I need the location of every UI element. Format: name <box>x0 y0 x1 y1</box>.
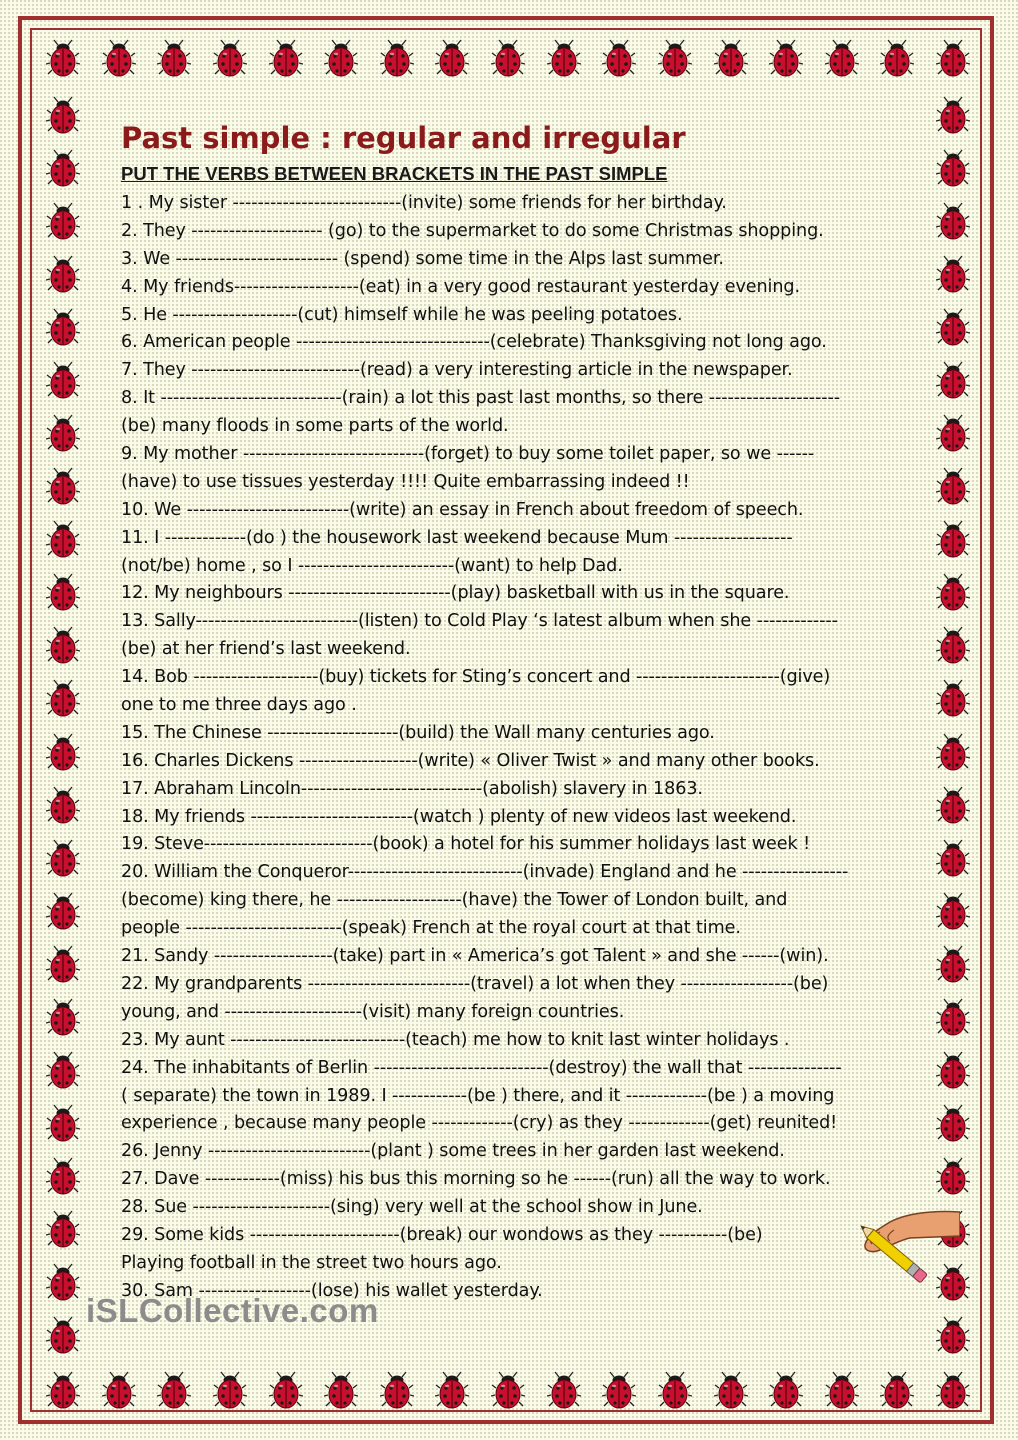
ladybug-icon <box>46 997 80 1037</box>
ladybug-icon <box>936 891 970 931</box>
exercise-line: 12. My neighbours --------------------------(play) basketball with us in the square. <box>121 583 790 604</box>
ladybug-icon <box>46 1209 80 1249</box>
ladybug-icon <box>46 891 80 931</box>
ladybug-icon <box>46 625 80 665</box>
ladybug-icon <box>936 466 970 506</box>
ladybug-icon <box>46 678 80 718</box>
exercise-list <box>121 190 911 1306</box>
ladybug-icon <box>825 1370 859 1410</box>
ladybug-icon <box>46 519 80 559</box>
ladybug-icon <box>547 1370 581 1410</box>
ladybug-icon <box>936 1370 970 1410</box>
exercise-line: (be) at her friend’s last weekend. <box>121 639 411 660</box>
hand-writing-pencil-icon <box>810 1192 960 1302</box>
exercise-line: (have) to use tissues yesterday !!!! Quite embarrassing indeed !! <box>121 471 690 492</box>
exercise-line: 27. Dave ------------(miss) his bus this morning so he ------(run) all the way to work. <box>121 1169 831 1190</box>
exercise-line: 13. Sally--------------------------(listen) to Cold Play ‘s latest album when she ------------- <box>121 611 838 632</box>
instructions-heading: PUT THE VERBS BETWEEN BRACKETS IN THE PAST SIMPLE <box>121 163 668 184</box>
ladybug-icon <box>936 1156 970 1196</box>
exercise-line: 7. They ---------------------------(read) a very interesting article in the newspaper. <box>121 360 793 381</box>
ladybug-icon <box>602 1370 636 1410</box>
ladybug-icon <box>936 95 970 135</box>
ladybug-icon <box>46 785 80 825</box>
exercise-line: 19. Steve---------------------------(book) a hotel for his summer holidays last week ! <box>121 834 811 855</box>
ladybug-icon <box>936 838 970 878</box>
ladybug-icon <box>46 1370 80 1410</box>
ladybug-icon <box>213 38 247 78</box>
exercise-line: 30. Sam ------------------(lose) his wallet yesterday. <box>121 1280 543 1301</box>
ladybug-icon <box>102 38 136 78</box>
ladybug-icon <box>380 1370 414 1410</box>
ladybug-icon <box>936 625 970 665</box>
ladybug-icon <box>936 201 970 241</box>
ladybug-icon <box>157 38 191 78</box>
exercise-line: 3. We -------------------------- (spend) some time in the Alps last summer. <box>121 248 724 269</box>
exercise-line: (be) many floods in some parts of the world. <box>121 416 509 437</box>
site-logo: iSLCollective.com <box>86 1292 379 1329</box>
ladybug-icon <box>880 38 914 78</box>
exercise-line: 1 . My sister ---------------------------(invite) some friends for her birthday. <box>121 193 727 213</box>
ladybug-icon <box>46 466 80 506</box>
ladybug-icon <box>491 38 525 78</box>
exercise-line: 18. My friends --------------------------(watch ) plenty of new videos last weekend. <box>121 806 797 827</box>
ladybug-icon <box>714 1370 748 1410</box>
ladybug-icon <box>769 1370 803 1410</box>
ladybug-icon <box>769 38 803 78</box>
ladybug-icon <box>936 148 970 188</box>
exercise-line: 15. The Chinese ---------------------(build) the Wall many centuries ago. <box>121 722 715 743</box>
exercise-line: 5. He --------------------(cut) himself while he was peeling potatoes. <box>121 304 683 325</box>
ladybug-icon <box>46 38 80 78</box>
exercise-line: 23. My aunt ----------------------------(teach) me how to knit last winter holidays . <box>121 1029 790 1050</box>
ladybug-icon <box>936 413 970 453</box>
ladybug-icon <box>157 1370 191 1410</box>
ladybug-icon <box>46 1315 80 1355</box>
ladybug-icon <box>269 38 303 78</box>
exercise-line: 24. The inhabitants of Berlin ----------------------------(destroy) the wall that --------------- <box>121 1057 842 1078</box>
ladybug-icon <box>936 1050 970 1090</box>
ladybug-icon <box>936 997 970 1037</box>
exercise-line: 4. My friends--------------------(eat) in a very good restaurant yesterday evening. <box>121 276 800 297</box>
exercise-line: 10. We --------------------------(write) an essay in French about freedom of speech. <box>121 499 804 520</box>
ladybug-icon <box>936 38 970 78</box>
ladybug-icon <box>46 201 80 241</box>
ladybug-icon <box>936 519 970 559</box>
exercise-line: one to me three days ago . <box>121 695 357 716</box>
exercise-line: Playing football in the street two hours ago. <box>121 1252 502 1273</box>
ladybug-icon <box>46 1050 80 1090</box>
ladybug-icon <box>324 38 358 78</box>
exercise-line: 16. Charles Dickens -------------------(write) « Oliver Twist » and many other books. <box>121 750 820 771</box>
ladybug-icon <box>547 38 581 78</box>
worksheet-title: Past simple : regular and irregular <box>121 121 686 155</box>
ladybug-icon <box>324 1370 358 1410</box>
ladybug-icon <box>46 95 80 135</box>
ladybug-icon <box>213 1370 247 1410</box>
ladybug-icon <box>46 1262 80 1302</box>
ladybug-icon <box>269 1370 303 1410</box>
exercise-line: people -------------------------(speak) French at the royal court at that time. <box>121 918 741 939</box>
exercise-line: 14. Bob --------------------(buy) tickets for Sting’s concert and -----------------------(give) <box>121 667 831 688</box>
ladybug-icon <box>658 38 692 78</box>
exercise-line: 21. Sandy -------------------(take) part in « America’s got Talent » and she ------(win). <box>121 946 829 967</box>
exercise-line: (not/be) home , so I -------------------------(want) to help Dad. <box>121 555 623 576</box>
ladybug-icon <box>46 944 80 984</box>
exercise-line: 22. My grandparents --------------------------(travel) a lot when they ------------------(be) <box>121 973 829 994</box>
exercise-line: 29. Some kids ------------------------(break) our wondows as they -----------(be) <box>121 1224 763 1245</box>
ladybug-icon <box>46 413 80 453</box>
ladybug-icon <box>46 254 80 294</box>
ladybug-icon <box>435 1370 469 1410</box>
ladybug-icon <box>658 1370 692 1410</box>
worksheet-content <box>121 118 911 1306</box>
ladybug-icon <box>936 678 970 718</box>
ladybug-icon <box>46 838 80 878</box>
ladybug-icon <box>102 1370 136 1410</box>
ladybug-icon <box>936 572 970 612</box>
ladybug-icon <box>714 38 748 78</box>
ladybug-icon <box>46 572 80 612</box>
ladybug-icon <box>936 732 970 772</box>
exercise-line: (become) king there, he --------------------(have) the Tower of London built, and <box>121 890 788 911</box>
ladybug-icon <box>46 1103 80 1143</box>
ladybug-icon <box>46 732 80 772</box>
ladybug-icon <box>46 1156 80 1196</box>
exercise-line: 2. They --------------------- (go) to the supermarket to do some Christmas shopping. <box>121 220 824 241</box>
ladybug-icon <box>46 148 80 188</box>
ladybug-icon <box>602 38 636 78</box>
exercise-line: 6. American people -------------------------------(celebrate) Thanksgiving not long ago. <box>121 332 827 353</box>
ladybug-icon <box>936 1315 970 1355</box>
exercise-line: 11. I -------------(do ) the housework last weekend because Mum ------------------- <box>121 527 793 548</box>
ladybug-icon <box>380 38 414 78</box>
exercise-line: 26. Jenny --------------------------(plant ) some trees in her garden last weekend. <box>121 1141 785 1162</box>
exercise-line: ( separate) the town in 1989. I ------------(be ) there, and it -------------(be ) a moving <box>121 1085 835 1106</box>
exercise-line: 8. It -----------------------------(rain) a lot this past last months, so there --------------------- <box>121 388 841 409</box>
ladybug-icon <box>46 307 80 347</box>
exercise-line: 20. William the Conqueror----------------------------(invade) England and he ----------------- <box>121 862 849 883</box>
ladybug-icon <box>936 944 970 984</box>
exercise-line: 28. Sue ----------------------(sing) very well at the school show in June. <box>121 1197 703 1218</box>
ladybug-icon <box>936 1103 970 1143</box>
ladybug-icon <box>491 1370 525 1410</box>
ladybug-icon <box>936 307 970 347</box>
exercise-line: 17. Abraham Lincoln-----------------------------(abolish) slavery in 1863. <box>121 778 703 799</box>
ladybug-icon <box>880 1370 914 1410</box>
exercise-line: 9. My mother -----------------------------(forget) to buy some toilet paper, so we ------ <box>121 444 815 465</box>
ladybug-icon <box>936 785 970 825</box>
exercise-line: experience , because many people -------------(cry) as they -------------(get) reunited! <box>121 1113 838 1134</box>
ladybug-icon <box>936 254 970 294</box>
ladybug-icon <box>435 38 469 78</box>
ladybug-icon <box>46 360 80 400</box>
ladybug-icon <box>936 360 970 400</box>
exercise-line: young, and ----------------------(visit) many foreign countries. <box>121 1001 625 1022</box>
ladybug-icon <box>825 38 859 78</box>
